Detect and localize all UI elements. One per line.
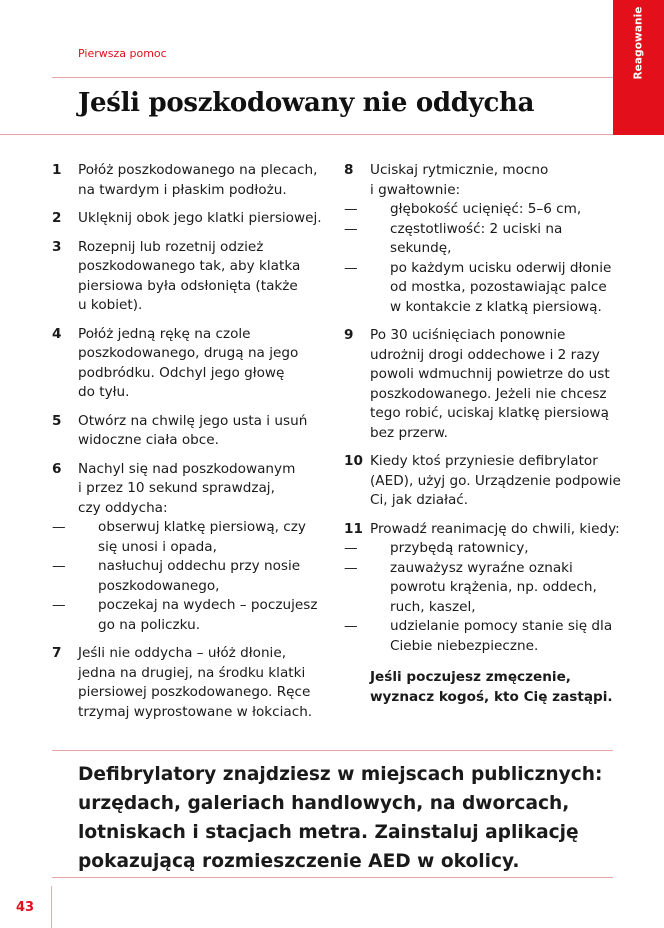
dash-marker: —: [344, 559, 358, 576]
step-text-line: udrożnij drogi oddechowe i 2 razy: [370, 346, 600, 363]
sub-text-line: ruch, kaszel,: [390, 598, 476, 615]
step-text-line: Jeśli nie oddycha – ułóż dłonie,: [78, 645, 287, 661]
section-label: Pierwsza pomoc: [78, 47, 167, 60]
fatigue-note: [344, 668, 613, 707]
step-text-line: bez przerw.: [370, 424, 448, 441]
sub-item: [344, 259, 613, 318]
step-text-line: tego robić, uciskaj klatkę piersiową: [370, 405, 609, 421]
page-number: 43: [16, 900, 35, 915]
step-text-line: Połóż jedną rękę na czole: [78, 325, 251, 342]
sub-text-line: obserwuj klatkę piersiową, czy: [98, 519, 306, 535]
step-text-line: Ci, jak działać.: [370, 492, 469, 508]
sub-item: [344, 220, 613, 259]
sub-text-line: poszkodowanego,: [98, 577, 220, 594]
step-item: [52, 161, 322, 200]
dash-marker: —: [344, 618, 358, 634]
step-number: 6: [52, 460, 62, 477]
step-text-line: Nachyl się nad poszkodowanym: [78, 460, 296, 477]
callout-line: lotniskach i stacjach metra. Zainstaluj aplikację: [78, 822, 579, 843]
header-divider: [52, 77, 613, 78]
dash-marker: —: [344, 540, 358, 556]
step-number: 10: [344, 453, 363, 469]
step-text-line: Otwórz na chwilę jego usta i usuń: [78, 412, 308, 429]
step-number: 4: [52, 325, 62, 342]
step-text-line: na twardym i płaskim podłożu.: [78, 181, 287, 198]
step-item: [52, 238, 322, 316]
callout-line: urzędach, galeriach handlowych, na dworcach,: [78, 793, 570, 814]
step-text-line: Rozepnij lub rozetnij odzież: [78, 238, 264, 255]
callout-line: Defibrylatory znajdziesz w miejscach publicznych:: [78, 764, 603, 785]
sub-text-line: przybędą ratownicy,: [390, 540, 529, 556]
dash-marker: —: [344, 201, 358, 217]
step-number: 3: [52, 238, 62, 255]
step-text-line: piersiowa była odsłonięta (także: [78, 277, 298, 294]
steps-column-left: [52, 161, 322, 731]
sub-text-line: od mostka, pozostawiając palce: [390, 279, 607, 295]
step-text-line: i przez 10 sekund sprawdzaj,: [78, 480, 275, 496]
sub-text-line: poczekaj na wydech – poczujesz: [98, 597, 318, 613]
dash-marker: —: [52, 519, 66, 535]
step-text-line: czy oddycha:: [78, 499, 168, 516]
dash-marker: —: [344, 220, 358, 237]
sub-text-line: sekundę,: [390, 240, 452, 256]
step-text-line: poszkodowanego tak, aby klatka: [78, 258, 301, 274]
steps-column-right: [344, 161, 621, 707]
step-text-line: Po 30 uciśnięciach ponownie: [370, 327, 566, 343]
footer-divider: [51, 886, 52, 928]
sub-item: [344, 617, 613, 656]
step-number: 11: [344, 520, 363, 537]
sub-item: [344, 200, 613, 220]
sub-text-line: zauważysz wyraźne oznaki: [390, 559, 573, 576]
sub-item: [52, 596, 322, 635]
sub-text-line: się unosi i opada,: [98, 538, 217, 555]
page-title: Jeśli poszkodowany nie oddycha: [78, 88, 535, 118]
sub-text-line: Ciebie niebezpieczne.: [390, 637, 539, 654]
step-number: 5: [52, 412, 62, 429]
callout-divider-bottom: [52, 877, 613, 878]
step-text-line: Połóż poszkodowanego na plecach,: [78, 162, 318, 178]
step-number: 1: [52, 162, 62, 178]
step-text-line: i gwałtownie:: [370, 181, 461, 198]
sub-text-line: w kontakcie z klatką piersiową.: [390, 298, 602, 315]
step-text-line: trzymaj wyprostowane w łokciach.: [78, 703, 313, 720]
sub-text-line: powrotu krążenia, np. oddech,: [390, 579, 597, 595]
step-text-line: jedna na drugiej, na środku klatki: [78, 664, 306, 681]
step-text-line: poszkodowanego. Jeżeli nie chcesz: [370, 385, 607, 402]
step-text-line: poszkodowanego, drugą na jego: [78, 345, 299, 361]
dash-marker: —: [52, 558, 66, 574]
sub-item: [344, 539, 613, 559]
sub-text-line: głębokość ucięnięć: 5–6 cm,: [390, 201, 582, 217]
step-text-line: piersiowej poszkodowanego. Ręce: [78, 684, 311, 700]
step-item: [52, 460, 322, 636]
step-item: [52, 412, 322, 451]
title-divider: [0, 134, 613, 135]
step-text-line: Uciskaj rytmicznie, mocno: [370, 162, 549, 178]
dash-marker: —: [344, 259, 358, 276]
note-line: Jeśli poczujesz zmęczenie,: [370, 669, 571, 685]
sub-text-line: udzielanie pomocy stanie się dla: [390, 618, 613, 634]
step-number: 2: [52, 210, 62, 226]
step-text-line: podbródku. Odchyl jego głowę: [78, 364, 285, 381]
sub-text-line: po każdym ucisku oderwij dłonie: [390, 259, 612, 276]
sub-text-line: go na policzku.: [98, 616, 201, 633]
sub-text-line: nasłuchuj oddechu przy nosie: [98, 558, 301, 574]
step-item: [52, 325, 322, 403]
sub-item: [52, 518, 322, 557]
sub-item: [344, 559, 613, 618]
sub-text-line: częstotliwość: 2 uciski na: [390, 220, 563, 237]
step-item: [52, 644, 322, 722]
step-item: [344, 452, 621, 511]
dash-marker: —: [52, 597, 66, 613]
sub-item: [52, 557, 322, 596]
step-number: 9: [344, 327, 354, 343]
callout-box: [78, 760, 608, 876]
side-tab-label-wrap: [613, 0, 664, 135]
step-item: [52, 209, 322, 229]
step-text-line: do tyłu.: [78, 384, 130, 400]
step-text-line: widoczne ciała obce.: [78, 432, 219, 448]
step-text-line: Uklęknij obok jego klatki piersiowej.: [78, 210, 322, 226]
side-tab-label: Reagowanie: [632, 5, 645, 80]
step-text-line: powoli wdmuchnij powietrze do ust: [370, 366, 610, 382]
step-text-line: Kiedy ktoś przyniesie defibrylator: [370, 453, 598, 469]
step-number: 7: [52, 645, 62, 661]
step-item: [344, 161, 613, 317]
note-line: wyznacz kogoś, kto Cię zastąpi.: [370, 688, 613, 705]
step-number: 8: [344, 162, 354, 178]
step-item: [344, 520, 620, 657]
step-text-line: Prowadź reanimację do chwili, kiedy:: [370, 520, 620, 537]
step-text-line: (AED), użyj go. Urządzenie podpowie: [370, 472, 621, 489]
step-item: [344, 326, 613, 443]
callout-divider-top: [52, 750, 613, 751]
callout-line: pokazującą rozmieszczenie AED w okolicy.: [78, 851, 520, 872]
step-text-line: u kobiet).: [78, 297, 143, 313]
